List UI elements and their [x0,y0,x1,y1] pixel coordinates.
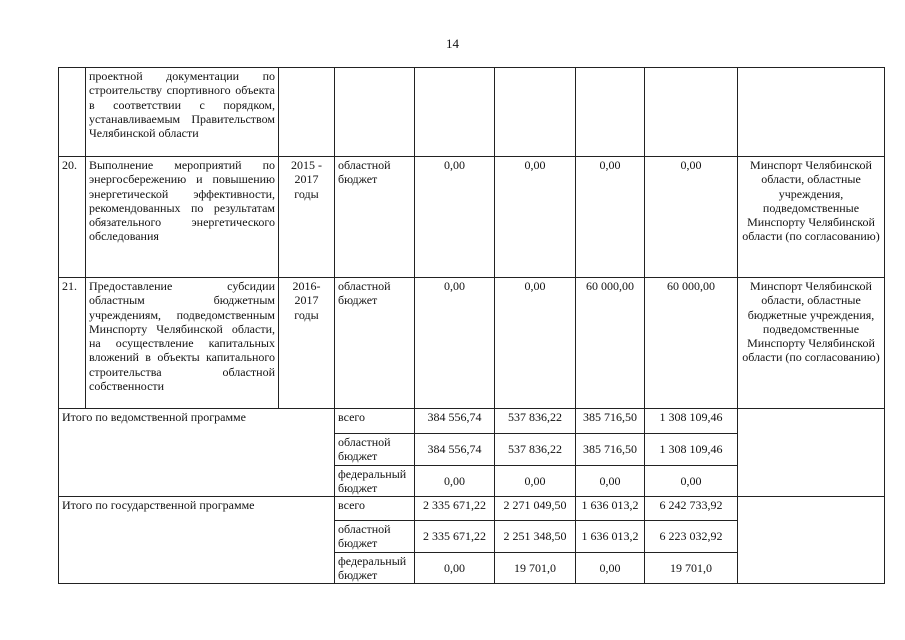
value-total: 1 308 109,46 [645,409,738,434]
funding-source [335,68,415,157]
value-2016: 2 251 348,50 [495,521,576,553]
value-total: 6 223 032,92 [645,521,738,553]
dept-total-label: Итого по ведомственной программе [59,409,335,497]
value-2017: 385 716,50 [576,434,645,466]
value-2017: 1 636 013,2 [576,521,645,553]
value-2015 [415,68,495,157]
activity-name: проектной документации по строительству спортивного объекта в соответствии с порядком, устанавливаемым Правительством Челябинской области [86,68,279,157]
value-total: 1 308 109,46 [645,434,738,466]
table-row [59,409,885,434]
row-number: 21. [59,278,86,409]
value-2015: 0,00 [415,157,495,278]
value-total: 19 701,0 [645,552,738,584]
value-2015: 0,00 [415,465,495,497]
program-table [58,67,885,584]
value-total: 0,00 [645,157,738,278]
value-total [645,68,738,157]
row-number: 20. [59,157,86,278]
value-2016: 537 836,22 [495,409,576,434]
period-cell: 2016- 2017 годы [279,278,335,409]
value-2015: 2 335 671,22 [415,497,495,521]
executor: Минспорт Челябинской области, областные бюджетные учреждения, подведомственные Минспорту Челябинской области (по согласованию) [738,278,885,409]
funding-source: областной бюджет [335,434,415,466]
value-2016: 19 701,0 [495,552,576,584]
funding-source: всего [335,497,415,521]
period-cell [279,68,335,157]
value-2016: 0,00 [495,465,576,497]
value-2017: 0,00 [576,552,645,584]
value-2017: 0,00 [576,157,645,278]
value-2015: 2 335 671,22 [415,521,495,553]
state-total-label: Итого по государственной программе [59,497,335,584]
period-cell: 2015 - 2017 годы [279,157,335,278]
funding-source: областной бюджет [335,521,415,553]
funding-source: областной бюджет [335,157,415,278]
value-2017: 385 716,50 [576,409,645,434]
value-2015: 0,00 [415,278,495,409]
value-2015: 384 556,74 [415,434,495,466]
table-row [59,278,885,409]
page-number: 14 [446,36,459,51]
value-2016: 0,00 [495,278,576,409]
funding-source: областной бюджет [335,278,415,409]
table-row [59,68,885,157]
table-row [59,497,885,521]
activity-name: Выполнение мероприятий по энергосбережению и повышению энергетической эффективности, рекомендованных по результатам обязательного энергетического обследования [86,157,279,278]
value-2015: 0,00 [415,552,495,584]
table-row [59,157,885,278]
funding-source: всего [335,409,415,434]
value-2016 [495,68,576,157]
activity-name: Предоставление субсидии областным бюджетным учреждениям, подведомственным Минспорту Челябинской области, на осуществление капитальных вложений в объекты капитального строительства областной собственности [86,278,279,409]
value-2017 [576,68,645,157]
executor [738,68,885,157]
value-2015: 384 556,74 [415,409,495,434]
value-total: 60 000,00 [645,278,738,409]
executor-empty [738,497,885,584]
executor-empty [738,409,885,497]
funding-source: федеральный бюджет [335,552,415,584]
value-total: 0,00 [645,465,738,497]
value-2016: 0,00 [495,157,576,278]
row-number [59,68,86,157]
executor: Минспорт Челябинской области, областные учреждения, подведомственные Минспорту Челябинской области (по согласованию) [738,157,885,278]
value-2017: 1 636 013,2 [576,497,645,521]
value-2016: 537 836,22 [495,434,576,466]
value-2017: 60 000,00 [576,278,645,409]
funding-source: федеральный бюджет [335,465,415,497]
value-2016: 2 271 049,50 [495,497,576,521]
value-total: 6 242 733,92 [645,497,738,521]
value-2017: 0,00 [576,465,645,497]
